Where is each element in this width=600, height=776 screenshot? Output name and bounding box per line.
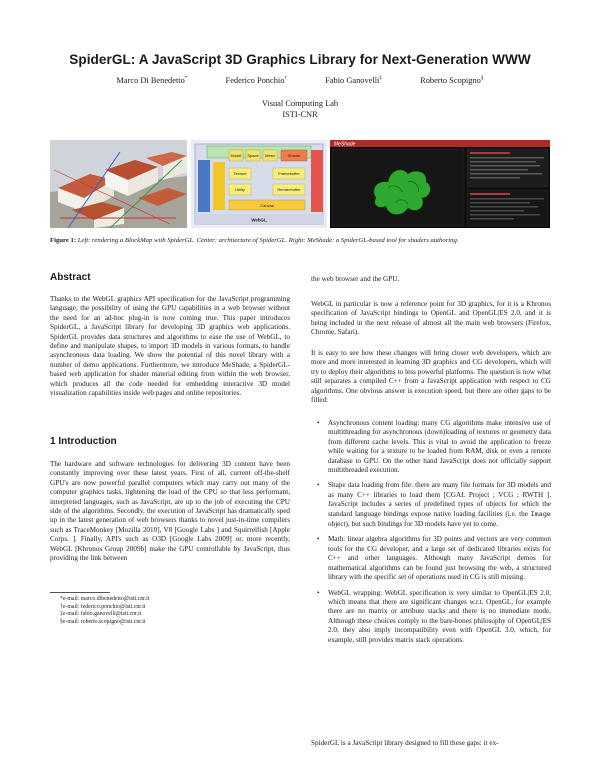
affiliation-lab: Visual Computing Lab [261, 99, 339, 108]
abstract-heading: Abstract [50, 272, 91, 283]
blockmap-render-image [50, 140, 187, 228]
svg-text:Texture: Texture [233, 171, 247, 176]
meshade-screenshot [330, 140, 550, 228]
svg-text:Framebuffer: Framebuffer [278, 171, 300, 176]
svg-text:Utility: Utility [235, 187, 245, 192]
svg-text:Canvas: Canvas [260, 203, 274, 208]
introduction-heading: 1 Introduction [50, 436, 117, 447]
author: Marco Di Benedetto* [116, 75, 188, 85]
meshade-title: MeShade [334, 141, 356, 148]
author: Federico Ponchio† [225, 75, 288, 85]
introduction-text: The hardware and software technologies for delivering 3D content have been constantly improving over these latest years. First of all, current off-the-shelf GPU's are now powerful parallel computers which may carry out many of the computer graphics tasks, lightening the load of the CPU so that less performant, interpreted languages, such as JavaScript, are up to the job of executing the CPU side of the algorithms. Secondly, the execution of JavaScript has dramatically sped up in the latest generation of web browsers thanks to novel just-in-time compilers such as TraceMonkey [Mozilla 2010], V8 [Google Labs ] and Squirrelfish [Apple Corps. ]. Finally, API's such as O3D [Google Labs 2009] or, more recently, WebGL [Khronos Group 2009b] make the GPU controllable by JavaScript, thus providing the link between [50, 460, 290, 563]
author-list [0, 75, 600, 85]
footnote-rule [50, 592, 110, 593]
list-item: • WebGL wrapping: WebGL specification is very similar to OpenGL|ES 2.0, which means that there are significant changes w.r.t. OpenGL, for example there are no matrix or attribute stacks and there is no immediate mode. Although these choices comply to the bare-bones philosophy of OpenGL|ES 2.0, they also imply incompatibility even with OpenGL 3.0, which, for example, still provides matrix stack operations. [311, 589, 551, 645]
affiliation-institute: ISTI-CNR [282, 110, 318, 119]
list-item: • Asynchronous content loading: many CG algorithms make intensive use of multithreading for asynchronous (down)loading of textures or geometry data from different cache levels. This is vital to avoid the application to freeze while waiting for a texture to be loaded from RAM, disk or even a remote database to GPU. On the other hand JavaScript does not officially support multithreaded execution. [311, 419, 551, 475]
paragraph: WebGL in particular is now a reference point for 3D graphics, for it is a Khronos specification of JavaScript bindings to OpenGL and OpenGL|ES 2.0, and it is being included in the next release of almost all the main web browsers (Firefox, Chrome, Safari). [311, 300, 551, 337]
paper-title: SpiderGL: A JavaScript 3D Graphics Library for Next-Generation WWW [69, 52, 531, 67]
footnote: ‡e-mail: fabio.ganovelli@isti.cnr.it [60, 611, 142, 618]
author: Roberto Scopigno§ [420, 75, 484, 85]
footnote: §e-mail: roberto.scopigno@isti.cnr.it [60, 618, 146, 625]
footnote: *e-mail: marco.dibenedetto@isti.cnr.it [60, 596, 150, 602]
author: Fabio Ganovelli‡ [325, 75, 383, 85]
list-item: • Shape data loading from file: there are many file formats for 3D models and as many C++ libraries to load them [CGAL Project ; VCG ; RWTH ]. JavaScript includes a series of predefined types of objects for which the standard language bindings expose native loading facilities (i.e. the Image object), but such bindings for 3D models have yet to come. [311, 481, 551, 529]
figure-meshade-screenshot [330, 140, 550, 228]
footnotes [60, 596, 149, 626]
abstract-text: Thanks to the WebGL graphics API specification for the JavaScript programming language, the possibility of using the GPU capabilities in a web browser without the need for an ad-hoc plug-in is now coming true. This paper introduces SpiderGL, a JavaScript library for developing 3D graphics web applications. SpiderGL provides data structures and algorithms to ease the use of WebGL, to define and manipulate shapes, to import 3D models in various formats, to handle asynchronous data loading. We show the potential of this novel library with a number of demo applications. Furthermore, we introduce MeShade, a SpiderGL-based web application for shader material editing from within the web browser, which produces all the code needed for embedding interactive 3D model visualization capabilities inside web pages and online repositories. [50, 295, 290, 398]
svg-text:Model: Model [230, 153, 242, 158]
svg-text:Space: Space [247, 153, 259, 158]
svg-text:Shader: Shader [287, 153, 301, 158]
footnote: †e-mail: federico.ponchio@isti.cnr.it [60, 603, 146, 610]
svg-text:Renderbuffer: Renderbuffer [277, 187, 301, 192]
paragraph: the web browser and the GPU. [311, 275, 400, 283]
webgl-label: WebGL [251, 217, 267, 223]
architecture-diagram [191, 140, 327, 228]
list-item: • Math: linear algebra algorithms for 3D points and vectors are very common tools for the CG developer, and a large set of dedicated libraries exists for C++ and other languages. Although many JavaScript demos for mathematical algorithms can be found just browsing the web, a structured library with the specific set of operations used in CG is still missing. [311, 535, 551, 582]
paragraph: SpiderGL is a JavaScript library designed to fill these gaps: it ex- [311, 739, 499, 747]
paragraph: It is easy to see how these changes will bring closer web developers, which are more and more interested in learning 3D graphics and CG developers, which will try to deploy their algorithms to less powerful platforms. The question is now what still separates a compiled C++ from a JavaScript application with respect to CG algorithms. One obvious answer is execution speed, but there are other gaps to be filled: [311, 349, 551, 405]
gap-list [311, 419, 551, 651]
svg-text:Mesh: Mesh [265, 153, 275, 158]
figure-architecture-diagram [191, 140, 327, 228]
figure-caption: Figure 1: Left: rendering a BlockMap with SpiderGL. Center: architecture of SpiderGL. Right: MeShade: a SpiderGL-based tool for shaders authoring. [50, 237, 459, 244]
figure-blockmap-render [50, 140, 187, 228]
